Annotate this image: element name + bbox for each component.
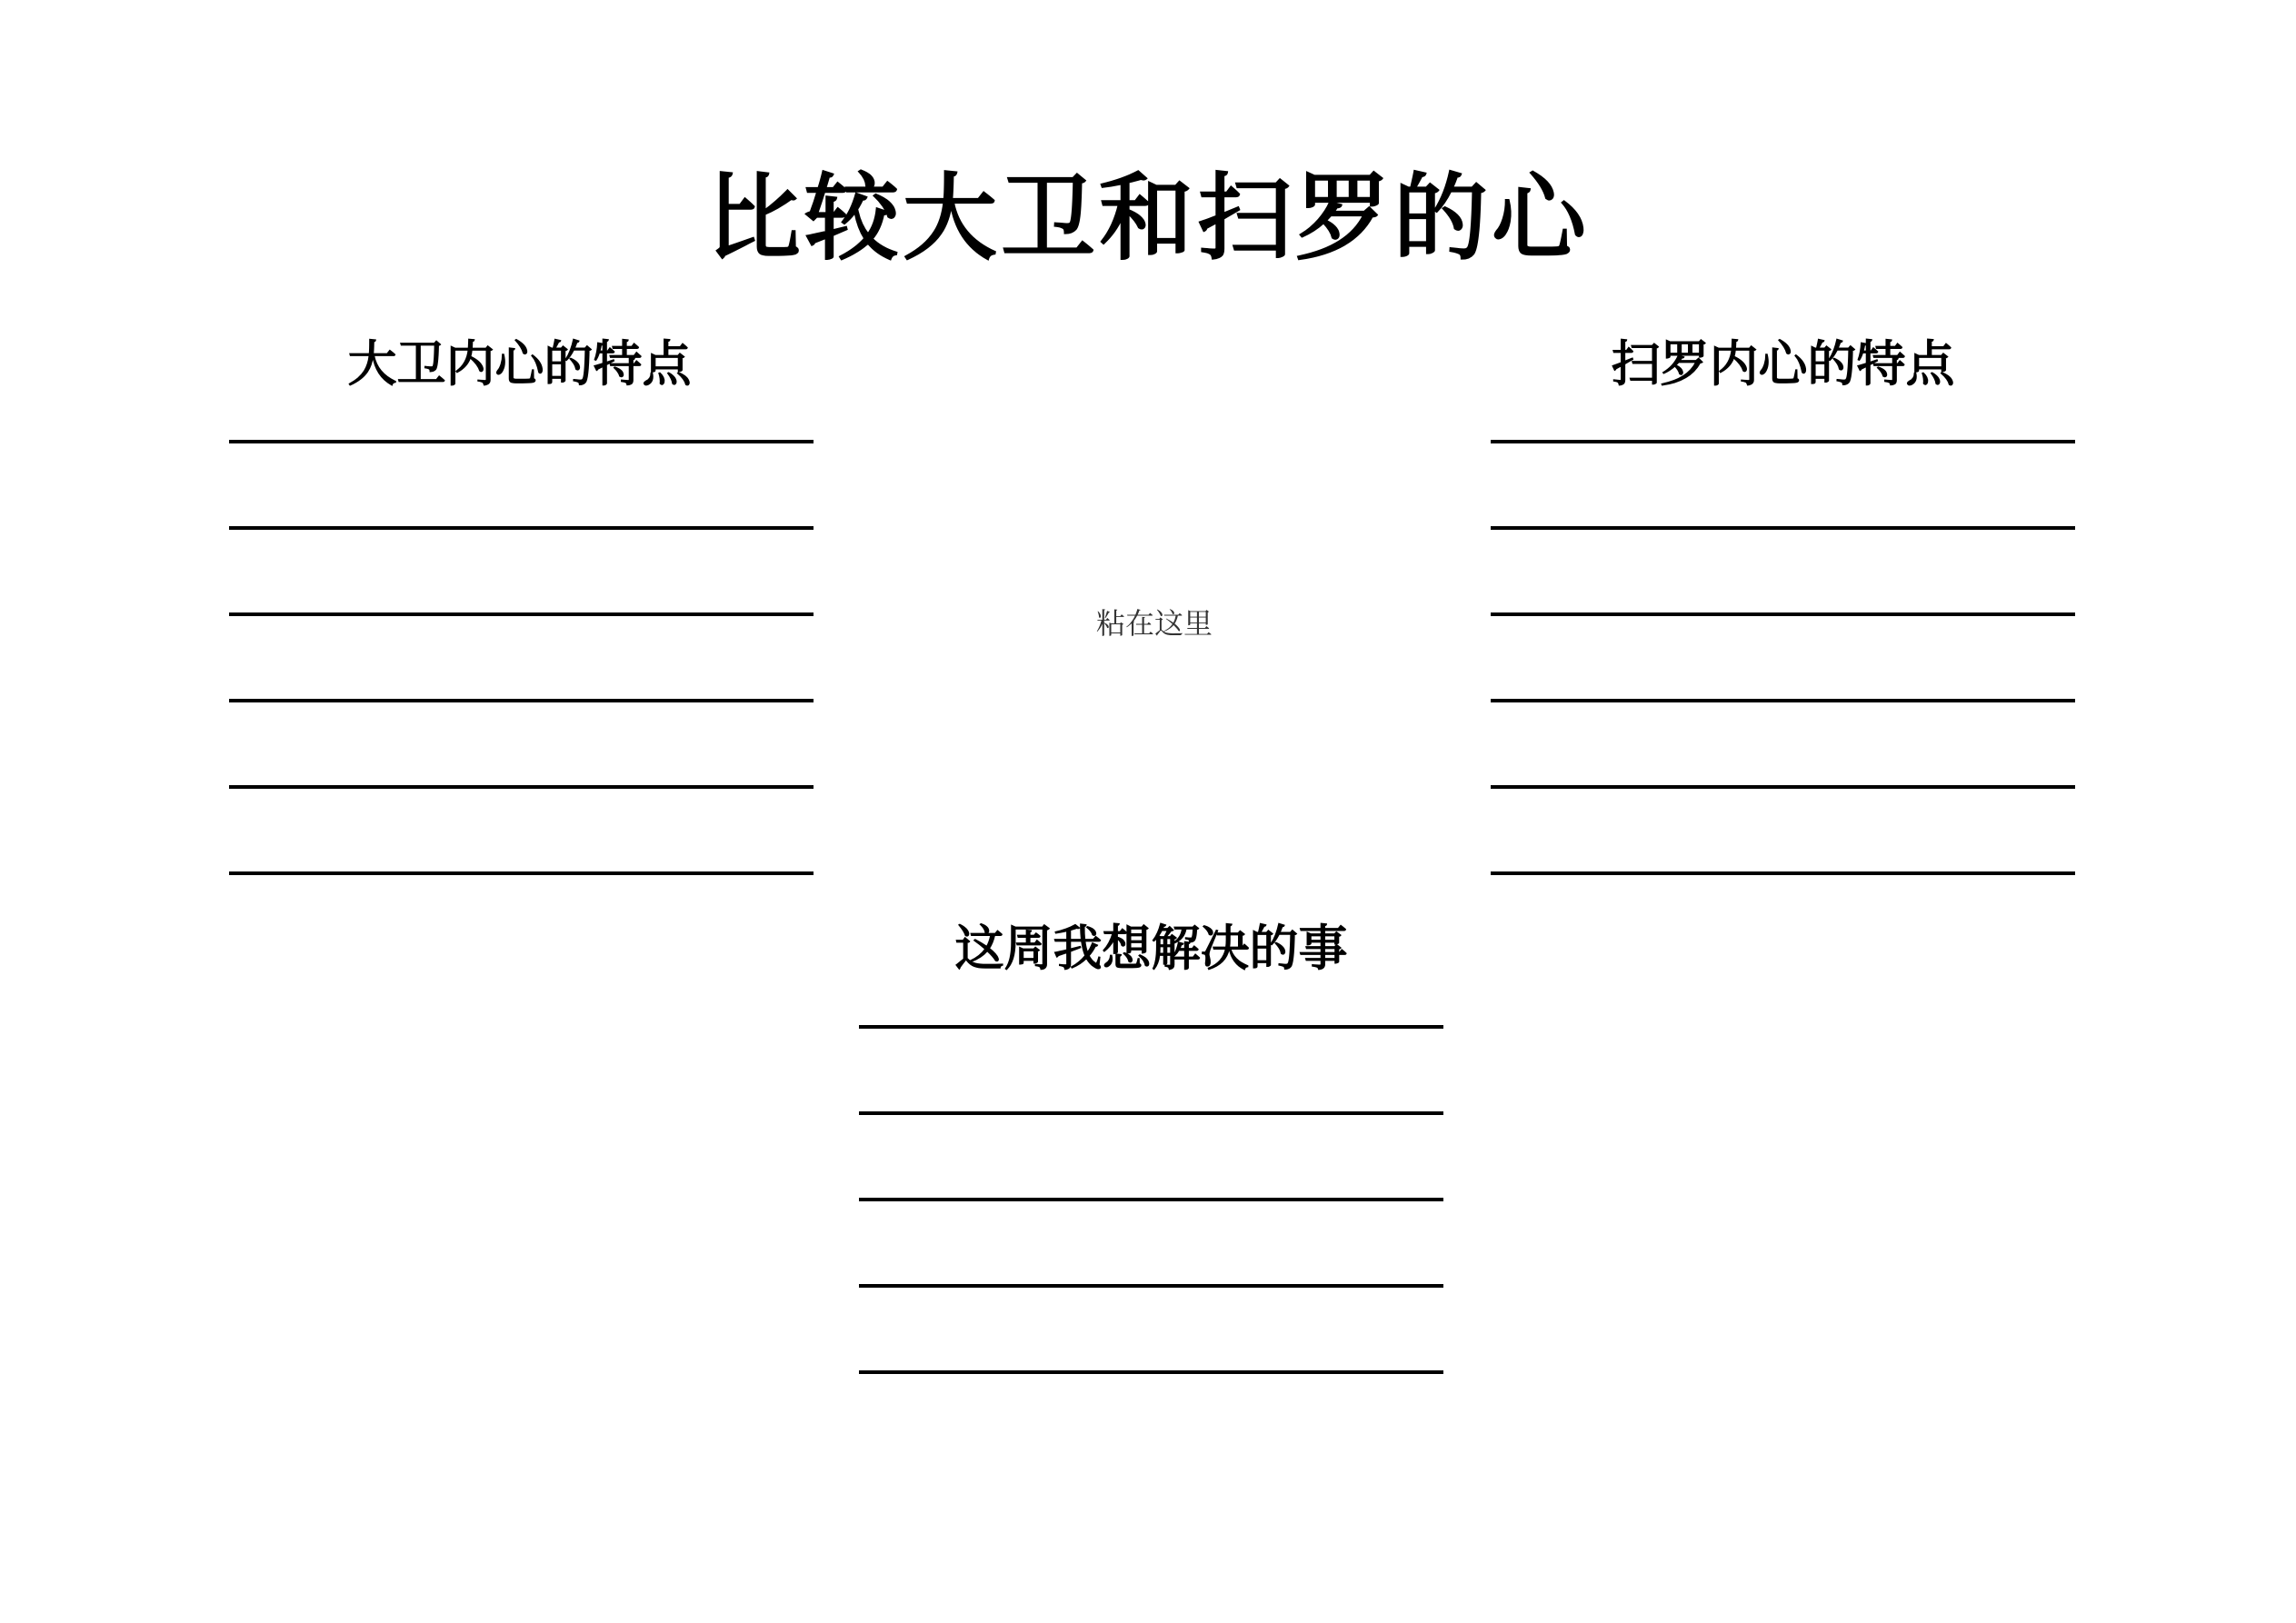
weekly-goal-writing-line[interactable] (859, 1025, 1443, 1029)
david-writing-line[interactable] (229, 526, 814, 530)
david-writing-line[interactable] (229, 612, 814, 616)
saul-writing-line[interactable] (1491, 785, 2075, 789)
page-title: 比较大卫和扫罗的心 (705, 162, 1590, 274)
saul-writing-line[interactable] (1491, 612, 2075, 616)
david-writing-line[interactable] (229, 785, 814, 789)
weekly-goal-writing-line[interactable] (859, 1370, 1443, 1374)
saul-writing-line[interactable] (1491, 526, 2075, 530)
saul-heart-heading: 扫罗内心的特点 (1611, 334, 1955, 393)
weekly-goal-writing-line[interactable] (859, 1111, 1443, 1115)
david-heart-heading: 大卫内心的特点 (347, 334, 692, 393)
david-writing-line[interactable] (229, 871, 814, 875)
david-writing-line[interactable] (229, 440, 814, 443)
david-writing-line[interactable] (229, 699, 814, 702)
saul-writing-line[interactable] (1491, 699, 2075, 702)
weekly-goal-writing-line[interactable] (859, 1284, 1443, 1288)
weekly-goal-writing-line[interactable] (859, 1198, 1443, 1201)
saul-writing-line[interactable] (1491, 440, 2075, 443)
weekly-goal-heading: 这周我想解决的事 (954, 919, 1348, 977)
paste-here-label: 粘在这里 (1095, 606, 1213, 641)
saul-writing-line[interactable] (1491, 871, 2075, 875)
